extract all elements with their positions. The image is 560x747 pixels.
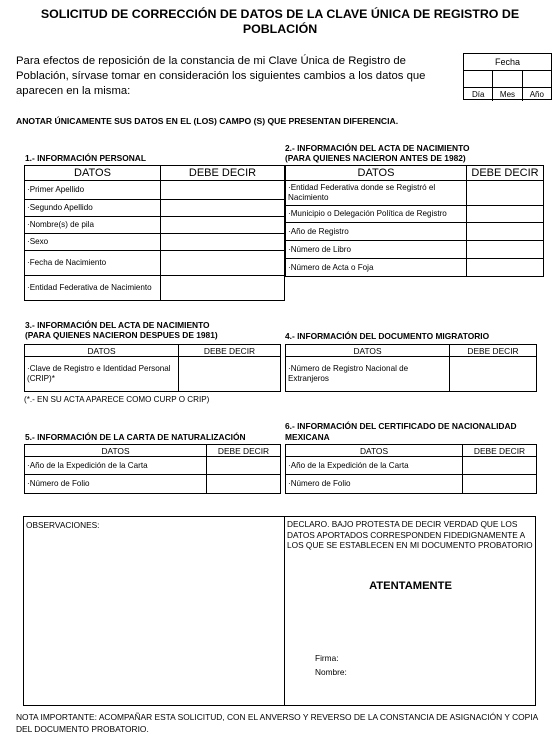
row-label: ·Fecha de Nacimiento: [25, 251, 161, 276]
name-field[interactable]: [352, 665, 528, 677]
col-debe-decir: DEBE DECIR: [450, 345, 537, 357]
observations-label: OBSERVACIONES:: [26, 520, 100, 530]
correction-field[interactable]: [161, 181, 285, 200]
row-label: ·Número de Registro Nacional de Extranjeros: [286, 357, 450, 392]
row-label: ·Clave de Registro e Identidad Personal (CRIP)*: [25, 357, 179, 392]
box-divider: [284, 517, 285, 705]
correction-field[interactable]: [161, 251, 285, 276]
col-datos: DATOS: [25, 445, 207, 457]
col-datos: DATOS: [286, 345, 450, 357]
correction-field[interactable]: [467, 206, 544, 223]
important-note: NOTA IMPORTANTE: ACOMPAÑAR ESTA SOLICITUD, CON EL ANVERSO Y REVERSO DE LA CONSTANCIA DE ASIGNACIÓN Y COPIA DEL DOCUMENTO PROBATORIO.: [16, 712, 538, 734]
year-label: Año: [529, 90, 544, 99]
col-debe-decir: DEBE DECIR: [207, 445, 281, 457]
correction-field[interactable]: [463, 475, 537, 494]
section2-table: [285, 165, 544, 277]
section6-subheading: MEXICANA: [285, 432, 330, 442]
col-debe-decir: DEBE DECIR: [463, 445, 537, 457]
row-label: ·Número de Acta o Foja: [286, 259, 467, 277]
correction-field[interactable]: [161, 217, 285, 234]
row-label: ·Entidad Federativa donde se Registró el Nacimiento: [286, 181, 467, 206]
section2-subheading: (PARA QUIENES NACIERON ANTES DE 1982): [285, 153, 466, 163]
section2-heading: 2.- INFORMACIÓN DEL ACTA DE NACIMIENTO: [285, 143, 470, 153]
name-label: Nombre:: [315, 667, 347, 677]
row-label: ·Año de la Expedición de la Carta: [25, 457, 207, 475]
row-label: ·Número de Folio: [25, 475, 207, 494]
correction-field[interactable]: [207, 475, 281, 494]
row-label: ·Número de Folio: [286, 475, 463, 494]
month-label: Mes: [493, 88, 522, 101]
signature-field[interactable]: [348, 651, 528, 663]
row-label: ·Municipio o Delegación Política de Registro: [286, 206, 467, 223]
row-label: ·Segundo Apellido: [25, 200, 161, 217]
section3-table: [24, 344, 281, 392]
correction-field[interactable]: [450, 357, 537, 392]
instruction-text: ANOTAR ÚNICAMENTE SUS DATOS EN EL (LOS) CAMPO (S) QUE PRESENTAN DIFERENCIA.: [16, 116, 399, 126]
intro-text: Para efectos de reposición de la constancia de mi Clave Única de Registro de Población, sírvase tomar en consideración los siguientes cambios a los datos que aparecen en la misma:: [16, 55, 426, 97]
date-box: [463, 53, 552, 100]
section6-table: [285, 444, 537, 494]
correction-field[interactable]: [161, 234, 285, 251]
col-debe-decir: DEBE DECIR: [161, 166, 285, 181]
row-label: ·Año de Registro: [286, 223, 467, 241]
section1-heading: 1.- INFORMACIÓN PERSONAL: [25, 153, 146, 163]
correction-field[interactable]: [467, 259, 544, 277]
row-label: ·Número de Libro: [286, 241, 467, 259]
col-debe-decir: DEBE DECIR: [467, 166, 544, 181]
form-title: SOLICITUD DE CORRECCIÓN DE DATOS DE LA CLAVE ÚNICA DE REGISTRO DE POBLACIÓN: [40, 7, 520, 36]
col-datos: DATOS: [286, 445, 463, 457]
day-label: Día: [464, 88, 493, 101]
signature-label: Firma:: [315, 653, 339, 663]
correction-field[interactable]: [467, 181, 544, 206]
section1-table: [24, 165, 285, 301]
col-datos: DATOS: [286, 166, 467, 181]
row-label: ·Primer Apellido: [25, 181, 161, 200]
section3-heading: 3.- INFORMACIÓN DEL ACTA DE NACIMIENTO: [25, 320, 210, 330]
year-field[interactable]: [523, 71, 551, 87]
observations-field[interactable]: [26, 534, 278, 702]
section4-table: [285, 344, 537, 392]
col-debe-decir: DEBE DECIR: [179, 345, 281, 357]
correction-field[interactable]: [207, 457, 281, 475]
atentamente-label: ATENTAMENTE: [369, 580, 452, 592]
day-field[interactable]: [464, 71, 493, 87]
date-label: Fecha: [464, 54, 551, 71]
section4-heading: 4.- INFORMACIÓN DEL DOCUMENTO MIGRATORIO: [285, 331, 490, 341]
col-datos: DATOS: [25, 166, 161, 181]
section3-subheading: (PARA QUIENES NACIERON DESPUES DE 1981): [25, 330, 218, 340]
section5-table: [24, 444, 281, 494]
correction-field[interactable]: [161, 200, 285, 217]
row-label: ·Entidad Federativa de Nacimiento: [25, 276, 161, 301]
declaration-text: DECLARO. BAJO PROTESTA DE DECIR VERDAD QUE LOS DATOS APORTADOS CORRESPONDEN FIDEDIGNAMENTE A LOS QUE SE ESTABLECEN EN MI DOCUMENTO PROBATORIO: [287, 519, 533, 550]
row-label: ·Nombre(s) de pila: [25, 217, 161, 234]
correction-field[interactable]: [463, 457, 537, 475]
crip-note: (*.- EN SU ACTA APARECE COMO CURP O CRIP): [24, 395, 210, 404]
row-label: ·Sexo: [25, 234, 161, 251]
correction-field[interactable]: [467, 241, 544, 259]
correction-field[interactable]: [467, 223, 544, 241]
month-field[interactable]: [493, 71, 522, 87]
correction-field[interactable]: [161, 276, 285, 301]
section6-heading: 6.- INFORMACIÓN DEL CERTIFICADO DE NACIONALIDAD: [285, 421, 517, 431]
section5-heading: 5.- INFORMACIÓN DE LA CARTA DE NATURALIZACIÓN: [25, 432, 246, 442]
correction-field[interactable]: [179, 357, 281, 392]
col-datos: DATOS: [25, 345, 179, 357]
row-label: ·Año de la Expedición de la Carta: [286, 457, 463, 475]
